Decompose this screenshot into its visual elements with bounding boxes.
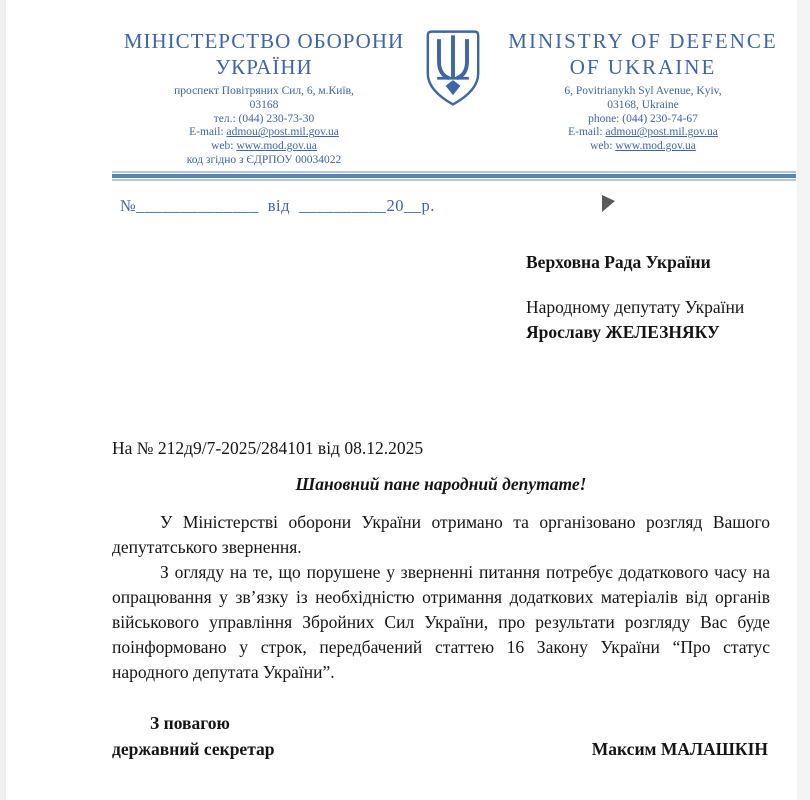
email-link-en[interactable]: admou@post.mil.gov.ua — [605, 126, 718, 139]
page-edge-left — [0, 0, 6, 800]
mouse-cursor-icon — [602, 195, 615, 212]
body-paragraph-2: З огляду на те, що порушене у зверненні питання потребує додаткового часу на опрацювання у зв’язку із необхідністю отримання додаткових матеріалів від органів військового управління Збройних Сил України, про результати розгляду Вас буде поінформовано у строк, передбачений статтею 16 Закону України “Про статус народного депутата України”. — [112, 562, 770, 682]
year-blank: __ — [404, 196, 422, 215]
addressee-name: Ярославу ЖЕЛЕЗНЯКУ — [526, 322, 720, 342]
web-label-en: web: — [590, 140, 616, 153]
letter-body — [112, 510, 770, 685]
org-email-en — [486, 126, 800, 140]
org-postal-en: 03168, Ukraine — [607, 98, 679, 111]
org-phone-ua: тел.: (044) 230-73-30 — [213, 112, 315, 125]
ukraine-trident-emblem-icon — [425, 28, 481, 108]
org-edrpou-code: код згідно з ЄДРПОУ 00034022 — [186, 153, 342, 166]
date-blank: __________ — [299, 196, 387, 215]
org-address-ua: проспект Повітряних Сил, 6, м.Київ, — [174, 85, 354, 97]
addressee-role: Народному депутату України — [526, 297, 745, 317]
year-suffix: р. — [421, 196, 435, 215]
email-label-en: E-mail: — [568, 126, 606, 139]
body-paragraph-1: У Міністерстві оборони України отримано та організовано розгляд Вашого депутатського звернення. — [112, 512, 770, 557]
org-phone-en: phone: (044) 230-74-67 — [588, 112, 698, 125]
web-link-en[interactable]: www.mod.gov.ua — [615, 140, 696, 153]
addressee-institution: Верховна Рада України — [526, 252, 711, 272]
org-web-ua — [108, 140, 420, 154]
signature-respect-line: З повагою — [150, 713, 230, 733]
outgoing-number-line — [120, 196, 435, 216]
year-prefix: 20 — [386, 196, 405, 215]
org-email-ua — [108, 126, 420, 140]
number-blank: ______________ — [136, 196, 259, 215]
org-postal-ua: 03168 — [249, 98, 279, 111]
web-label-ua: web: — [211, 140, 237, 153]
org-address-en: 6, Povitrianykh Syl Avenue, Kyiv, — [564, 85, 722, 97]
web-link-ua[interactable]: www.mod.gov.ua — [236, 140, 317, 153]
email-label-ua: E-mail: — [189, 126, 227, 139]
letterhead-divider — [112, 171, 796, 181]
reply-reference: На № 212д9/7-2025/284101 від 08.12.2025 — [112, 438, 424, 458]
org-name-en-line1: MINISTRY OF DEFENCE — [508, 29, 778, 53]
signature-name: Максим МАЛАШКІН — [591, 739, 768, 759]
org-web-en — [486, 140, 800, 154]
org-name-en-line2: OF UKRAINE — [569, 55, 717, 79]
letterhead-english — [486, 28, 800, 168]
org-name-ua-line2: УКРАЇНИ — [215, 55, 313, 79]
email-link-ua[interactable]: admou@post.mil.gov.ua — [226, 126, 339, 139]
org-name-ua-line1: МІНІСТЕРСТВО ОБОРОНИ — [123, 29, 405, 53]
signature-title: державний секретар — [112, 739, 275, 759]
date-label: від — [267, 196, 291, 215]
number-sign: № — [120, 196, 137, 215]
signature-block — [112, 710, 768, 762]
letterhead-ukrainian — [108, 28, 420, 168]
letterhead — [108, 28, 800, 168]
addressee-block — [526, 250, 744, 345]
salutation: Шановний пане народний депутате! — [295, 474, 587, 494]
